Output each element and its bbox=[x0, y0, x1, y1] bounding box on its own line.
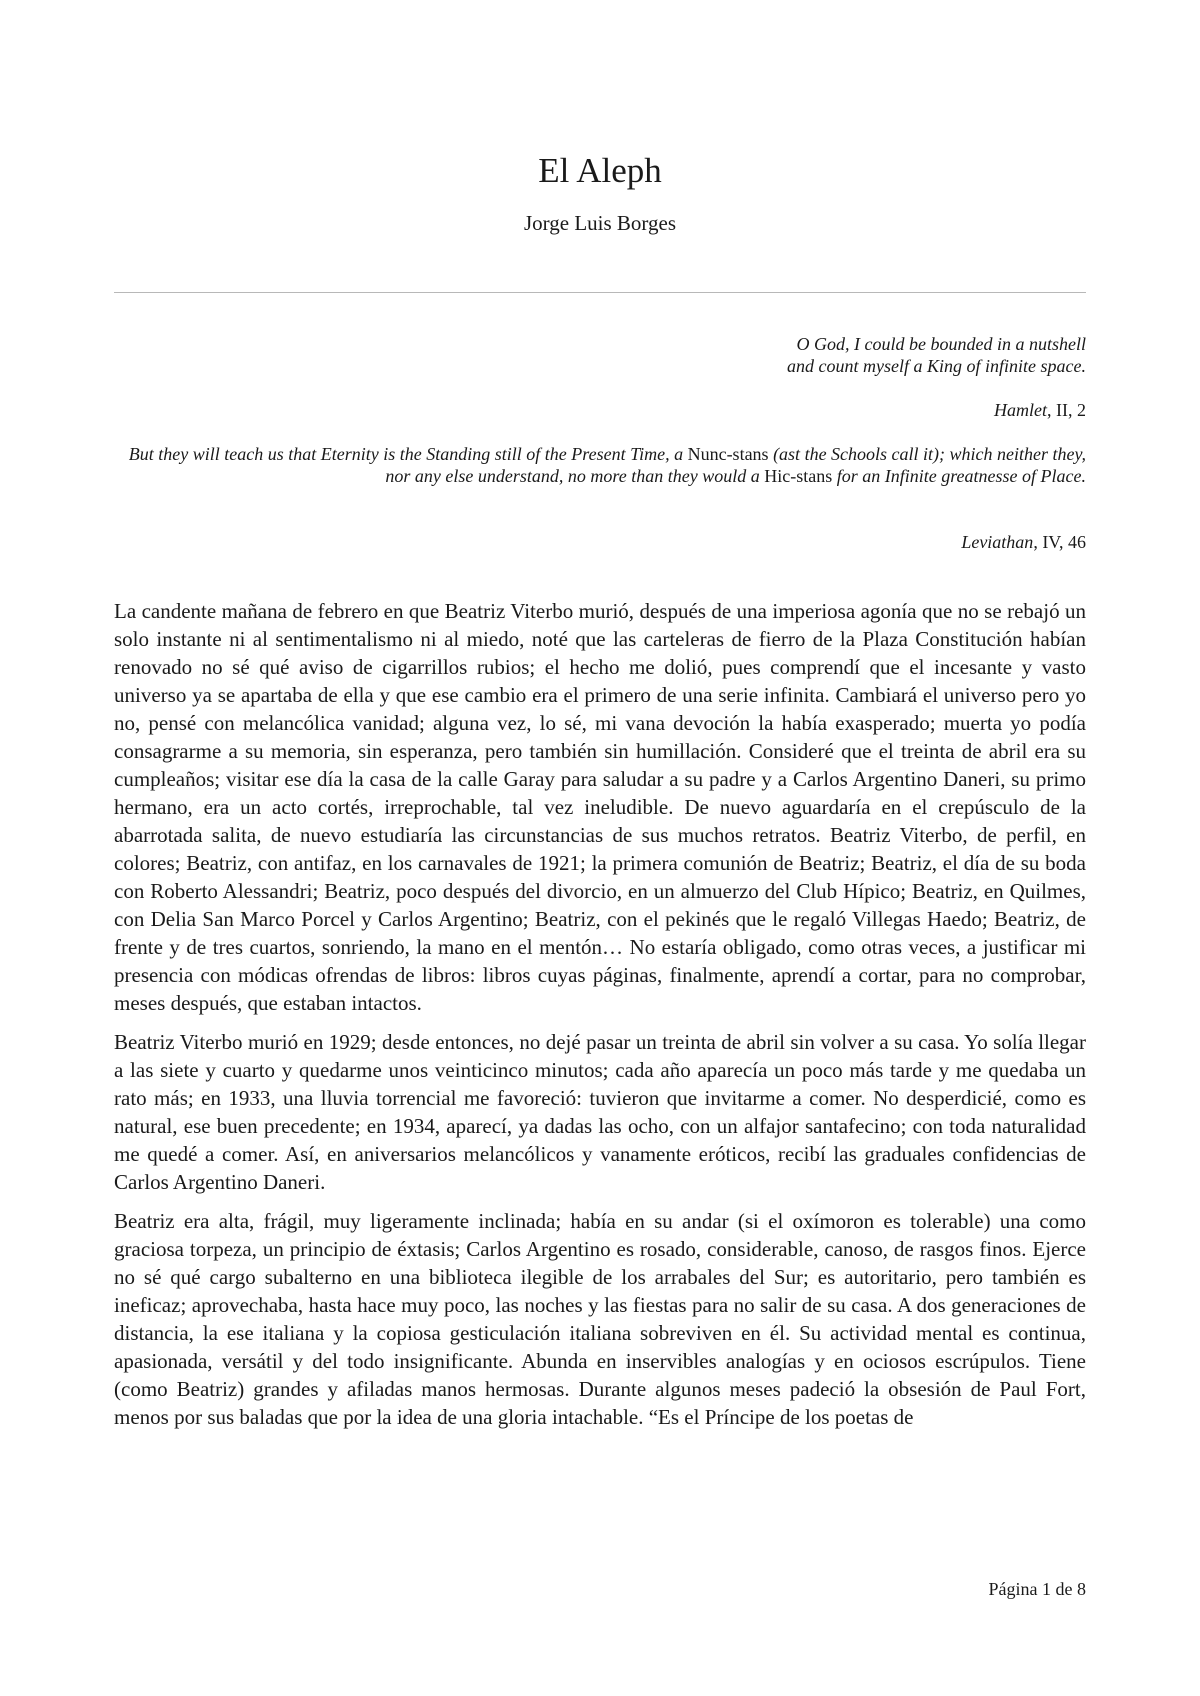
epigraph-leviathan-source bbox=[114, 531, 1086, 553]
epigraph-hamlet-source bbox=[114, 399, 1086, 421]
body-paragraph-1: La candente mañana de febrero en que Beatriz Viterbo murió, después de una imperiosa agonía que no se rebajó un solo instante ni al sentimentalismo ni al miedo, noté que las carteleras de fierro de la Plaza Constitución habían renovado no sé qué aviso de cigarrillos rubios; el hecho me dolió, pues comprendí que el incesante y vasto universo ya se apartaba de ella y que ese cambio era el primero de una serie infinita. Cambiará el universo pero yo no, pensé con melancólica vanidad; alguna vez, lo sé, mi vana devoción la había exasperado; muerta yo podía consagrarme a su memoria, sin esperanza, pero también sin humillación. Consideré que el treinta de abril era su cumpleaños; visitar ese día la casa de la calle Garay para saludar a su padre y a Carlos Argentino Daneri, su primo hermano, era un acto cortés, irreprochable, tal vez ineludible. De nuevo aguardaría en el crepúsculo de la abarrotada salita, de nuevo estudiaría las circunstancias de sus muchos retratos. Beatriz Viterbo, de perfil, en colores; Beatriz, con antifaz, en los carnavales de 1921; la primera comunión de Beatriz; Beatriz, el día de su boda con Roberto Alessandri; Beatriz, poco después del divorcio, en un almuerzo del Club Hípico; Beatriz, en Quilmes, con Delia San Marco Porcel y Carlos Argentino; Beatriz, con el pekinés que le regaló Villegas Haedo; Beatriz, de frente y de tres cuartos, sonriendo, la mano en el mentón… No estaría obligado, como otras veces, a justificar mi presencia con módicas ofrendas de libros: libros cuyas páginas, finalmente, aprendí a cortar, para no comprobar, meses después, que estaban intactos. bbox=[114, 599, 1086, 1015]
document-author: Jorge Luis Borges bbox=[523, 211, 677, 235]
epigraph-leviathan-work: Leviathan bbox=[961, 532, 1034, 552]
epigraph-leviathan-term-1: Nunc-stans bbox=[687, 444, 769, 464]
epigraph-leviathan-part-1: But they will teach us that Eternity is the Standing still of the Present Time, a bbox=[128, 444, 688, 464]
body-text bbox=[114, 597, 1086, 1442]
body-paragraph-2: Beatriz Viterbo murió en 1929; desde entonces, no dejé pasar un treinta de abril sin volver a su casa. Yo solía llegar a las siete y cuarto y quedarme unos veinticinco minutos; cada año aparecía un poco más tarde y me quedaba un rato más; en 1933, una lluvia torrencial me favoreció: tuvieron que invitarme a comer. No desperdicié, como es natural, ese buen precedente; en 1934, aparecí, ya dadas las ocho, con un alfajor santafecino; con toda naturalidad me quedé a comer. Así, en aniversarios melancólicos y vanamente eróticos, recibí las graduales confidencias de Carlos Argentino Daneri. bbox=[114, 1030, 1086, 1194]
epigraph-hamlet-line-2: and count myself a King of infinite space. bbox=[787, 356, 1086, 376]
epigraph-hamlet-work: Hamlet bbox=[994, 400, 1047, 420]
title-divider bbox=[114, 292, 1086, 293]
epigraph-leviathan bbox=[114, 443, 1086, 487]
epigraph-leviathan-part-2: (ast the Schools call it); which neither they, nor any else understand, no more than they would a bbox=[385, 444, 1086, 486]
epigraph-leviathan-term-2: Hic-stans bbox=[764, 466, 833, 486]
epigraph-hamlet-ref: , II, 2 bbox=[1047, 400, 1086, 420]
epigraph-hamlet-line-1: O God, I could be bounded in a nutshell bbox=[796, 334, 1086, 354]
document-title: El Aleph bbox=[538, 151, 662, 190]
epigraph-leviathan-ref: , IV, 46 bbox=[1033, 532, 1086, 552]
epigraph-leviathan-part-3: for an Infinite greatnesse of Place. bbox=[832, 466, 1086, 486]
page-number: Página 1 de 8 bbox=[988, 1579, 1086, 1599]
epigraph-hamlet bbox=[114, 333, 1086, 377]
body-paragraph-3: Beatriz era alta, frágil, muy ligeramente inclinada; había en su andar (si el oxímoron es tolerable) una como graciosa torpeza, un principio de éxtasis; Carlos Argentino es rosado, considerable, canoso, de rasgos finos. Ejerce no sé qué cargo subalterno en una biblioteca ilegible de los arrabales del Sur; es autoritario, pero también es ineficaz; aprovechaba, hasta hace muy poco, las noches y las fiestas para no salir de su casa. A dos generaciones de distancia, la ese italiana y la copiosa gesticulación italiana sobreviven en él. Su actividad mental es continua, apasionada, versátil y del todo insignificante. Abunda en inservibles analogías y en ociosos escrúpulos. Tiene (como Beatriz) grandes y afiladas manos hermosas. Durante algunos meses padeció la obsesión de Paul Fort, menos por sus baladas que por la idea de una gloria intachable. “Es el Príncipe de los poetas de bbox=[114, 1209, 1086, 1429]
